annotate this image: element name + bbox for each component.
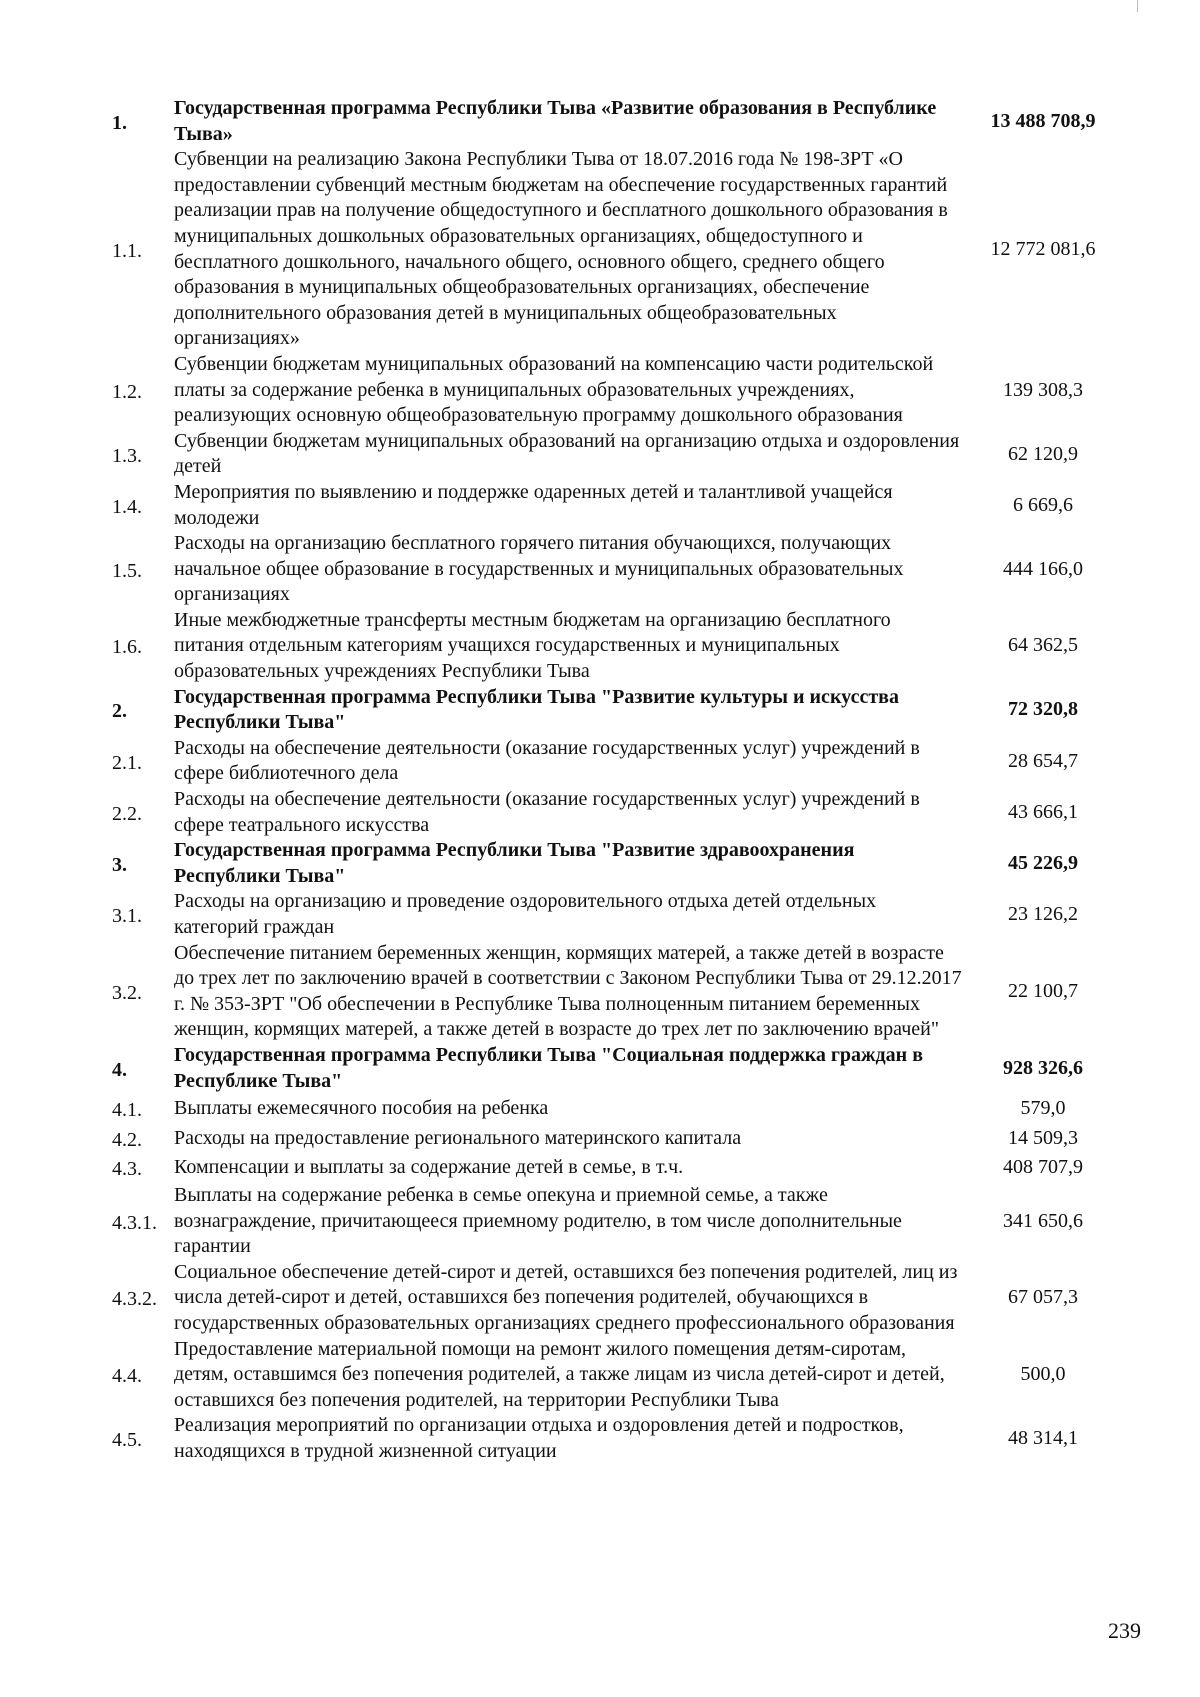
- table-row-4-3-2: [112, 1260, 1122, 1337]
- row-amount: 62 120,9: [1008, 442, 1078, 465]
- row-number: 4.1.: [112, 1099, 142, 1122]
- table-row-1-2: [112, 352, 1122, 429]
- row-number: 2.1.: [112, 751, 142, 774]
- row-description: Расходы на обеспечение деятельности (оказание государственных услуг) учреждений в сфере театрального искусства: [174, 788, 920, 836]
- row-amount: 341 650,6: [1003, 1209, 1083, 1232]
- row-amount: 12 772 081,6: [990, 237, 1096, 260]
- table-row-1-3: [112, 429, 1122, 480]
- row-amount: 48 314,1: [1008, 1427, 1078, 1450]
- row-number: 2.2.: [112, 802, 142, 825]
- row-amount: 22 100,7: [1008, 979, 1078, 1002]
- row-description: Выплаты на содержание ребенка в семье опекуна и приемной семье, а также вознаграждение, причитающееся приемному родителю, в том числе дополнительные гарантии: [174, 1183, 902, 1258]
- row-number: 1.6.: [112, 636, 142, 659]
- table-row-3: [112, 838, 1122, 889]
- row-number: 3.: [112, 854, 127, 877]
- row-number: 4.4.: [112, 1365, 142, 1388]
- row-amount: 45 226,9: [1008, 852, 1078, 875]
- row-number: 1.2.: [112, 380, 142, 403]
- table-row-2-2: [112, 787, 1122, 838]
- row-amount: 444 166,0: [1003, 557, 1083, 580]
- scan-edge-mark: [1137, 0, 1138, 12]
- row-description: Государственная программа Республики Тыва "Развитие культуры и искусства Республики Тыва": [174, 685, 899, 734]
- row-number: 4.5.: [112, 1429, 142, 1452]
- row-number: 4.3.: [112, 1158, 142, 1181]
- row-description: Предоставление материальной помощи на ремонт жилого помещения детям-сиротам, детям, оставшимся без попечения родителей, а также лицам из числа детей-сирот и детей, оставшихся без попечения родителей, на территории Республики Тыва: [174, 1337, 945, 1411]
- table-row-1-5: [112, 531, 1122, 608]
- row-amount: 579,0: [1020, 1097, 1066, 1120]
- row-number: 3.1.: [112, 905, 142, 928]
- table-row-2: [112, 685, 1122, 736]
- row-number: 3.2.: [112, 981, 142, 1004]
- row-amount: 64 362,5: [1008, 634, 1078, 657]
- row-description: Расходы на предоставление регионального материнского капитала: [174, 1126, 742, 1149]
- row-amount: 139 308,3: [1003, 378, 1083, 401]
- row-amount: 500,0: [1020, 1363, 1066, 1386]
- row-amount: 13 488 708,9: [990, 109, 1096, 132]
- row-number: 2.: [112, 700, 127, 723]
- row-description: Компенсации и выплаты за содержание детей в семье, в т.ч.: [174, 1156, 684, 1179]
- row-amount: 14 509,3: [1008, 1126, 1078, 1149]
- row-amount: 72 320,8: [1008, 698, 1078, 721]
- row-description: Субвенции на реализацию Закона Республики Тыва от 18.07.2016 года № 198-ЗРТ «О предоставлении субвенций местным бюджетам на обеспечение государственных гарантий реализации прав на получение общедоступного и бесплатного дошкольного образования в муниципальных дошкольных образовательных организациях, общедоступного и бесплатного дошкольного, начального общего, основного общего, среднего общего образования в муниципальных общеобразовательных организациях, обеспечение дополнительного образования детей в муниципальных общеобразовательных организациях»: [174, 148, 948, 350]
- row-amount: 67 057,3: [1008, 1286, 1078, 1309]
- row-amount: 928 326,6: [1003, 1056, 1083, 1079]
- table-row-1-4: [112, 480, 1122, 531]
- row-description: Обеспечение питанием беременных женщин, кормящих матерей, а также детей в возрасте до трех лет по заключению врачей в соответствии с Законом Республики Тыва от 29.12.2017 г. № 353-ЗРТ "Об обеспечении в Республике Тыва полноценным питанием беременных женщин, кормящих матерей, а также детей в возрасте до трех лет по заключению врачей": [174, 941, 962, 1041]
- row-description: Расходы на организацию бесплатного горячего питания обучающихся, получающих начальное общее образование в государственных и муниципальных образовательных организациях: [174, 532, 904, 606]
- row-number: 4.3.1.: [112, 1211, 157, 1234]
- page-number: 239: [1108, 1618, 1141, 1643]
- table-row-1-1: [112, 147, 1122, 352]
- row-description: Расходы на обеспечение деятельности (оказание государственных услуг) учреждений в сфере библиотечного дела: [174, 736, 920, 785]
- row-description: Субвенции бюджетам муниципальных образований на организацию отдыха и оздоровления детей: [174, 429, 960, 478]
- row-number: 4.3.2.: [112, 1288, 157, 1311]
- row-amount: 28 654,7: [1008, 749, 1078, 772]
- table-row-4-3-1: [112, 1183, 1122, 1260]
- table-row-3-1: [112, 889, 1122, 940]
- row-description: Субвенции бюджетам муниципальных образований на компенсацию части родительской платы за содержание ребенка в муниципальных образовательных учреждениях, реализующих основную общеобразовательную программу дошкольного образования: [174, 352, 934, 427]
- row-number: 1.: [112, 111, 127, 134]
- table-row-4-1: [112, 1094, 1122, 1124]
- row-number: 1.3.: [112, 444, 142, 467]
- row-description: Выплаты ежемесячного пособия на ребенка: [174, 1097, 549, 1120]
- row-description: Государственная программа Республики Тыва "Социальная поддержка граждан в Республике Тыва": [174, 1043, 923, 1092]
- row-amount: 408 707,9: [1003, 1156, 1083, 1179]
- table-row-1-6: [112, 608, 1122, 685]
- row-number: 4.: [112, 1058, 127, 1081]
- budget-table: [112, 96, 1122, 1464]
- table-row-4: [112, 1043, 1122, 1094]
- row-description: Социальное обеспечение детей-сирот и детей, оставшихся без попечения родителей, лиц из числа детей-сирот и детей, оставшихся без попечения родителей, обучающихся в государственных образовательных организациях среднего профессионального образования: [174, 1260, 958, 1334]
- table-row-1: [112, 96, 1122, 147]
- row-number: 4.2.: [112, 1128, 142, 1151]
- row-amount: 6 669,6: [1013, 493, 1073, 516]
- table-row-4-3: [112, 1153, 1122, 1183]
- row-number: 1.1.: [112, 239, 142, 262]
- row-amount: 43 666,1: [1008, 800, 1078, 823]
- row-amount: 23 126,2: [1008, 903, 1078, 926]
- table-row-3-2: [112, 941, 1122, 1043]
- row-description: Реализация мероприятий по организации отдыха и оздоровления детей и подростков, находящихся в трудной жизненной ситуации: [174, 1414, 904, 1462]
- table-row-4-4: [112, 1337, 1122, 1414]
- row-description: Государственная программа Республики Тыва "Развитие здравоохранения Республики Тыва": [174, 839, 855, 887]
- row-description: Мероприятия по выявлению и поддержке одаренных детей и талантливой учащейся молодежи: [174, 480, 893, 529]
- row-description: Расходы на организацию и проведение оздоровительного отдыха детей отдельных категорий граждан: [174, 890, 877, 938]
- table-row-4-5: [112, 1413, 1122, 1464]
- row-number: 1.4.: [112, 495, 142, 518]
- table-row-4-2: [112, 1124, 1122, 1154]
- row-description: Государственная программа Республики Тыва «Развитие образования в Республике Тыва»: [174, 97, 937, 145]
- row-number: 1.5.: [112, 559, 142, 582]
- row-description: Иные межбюджетные трансферты местным бюджетам на организацию бесплатного питания отдельным категориям учащихся государственных и муниципальных образовательных учреждениях Республики Тыва: [174, 608, 891, 683]
- table-row-2-1: [112, 736, 1122, 787]
